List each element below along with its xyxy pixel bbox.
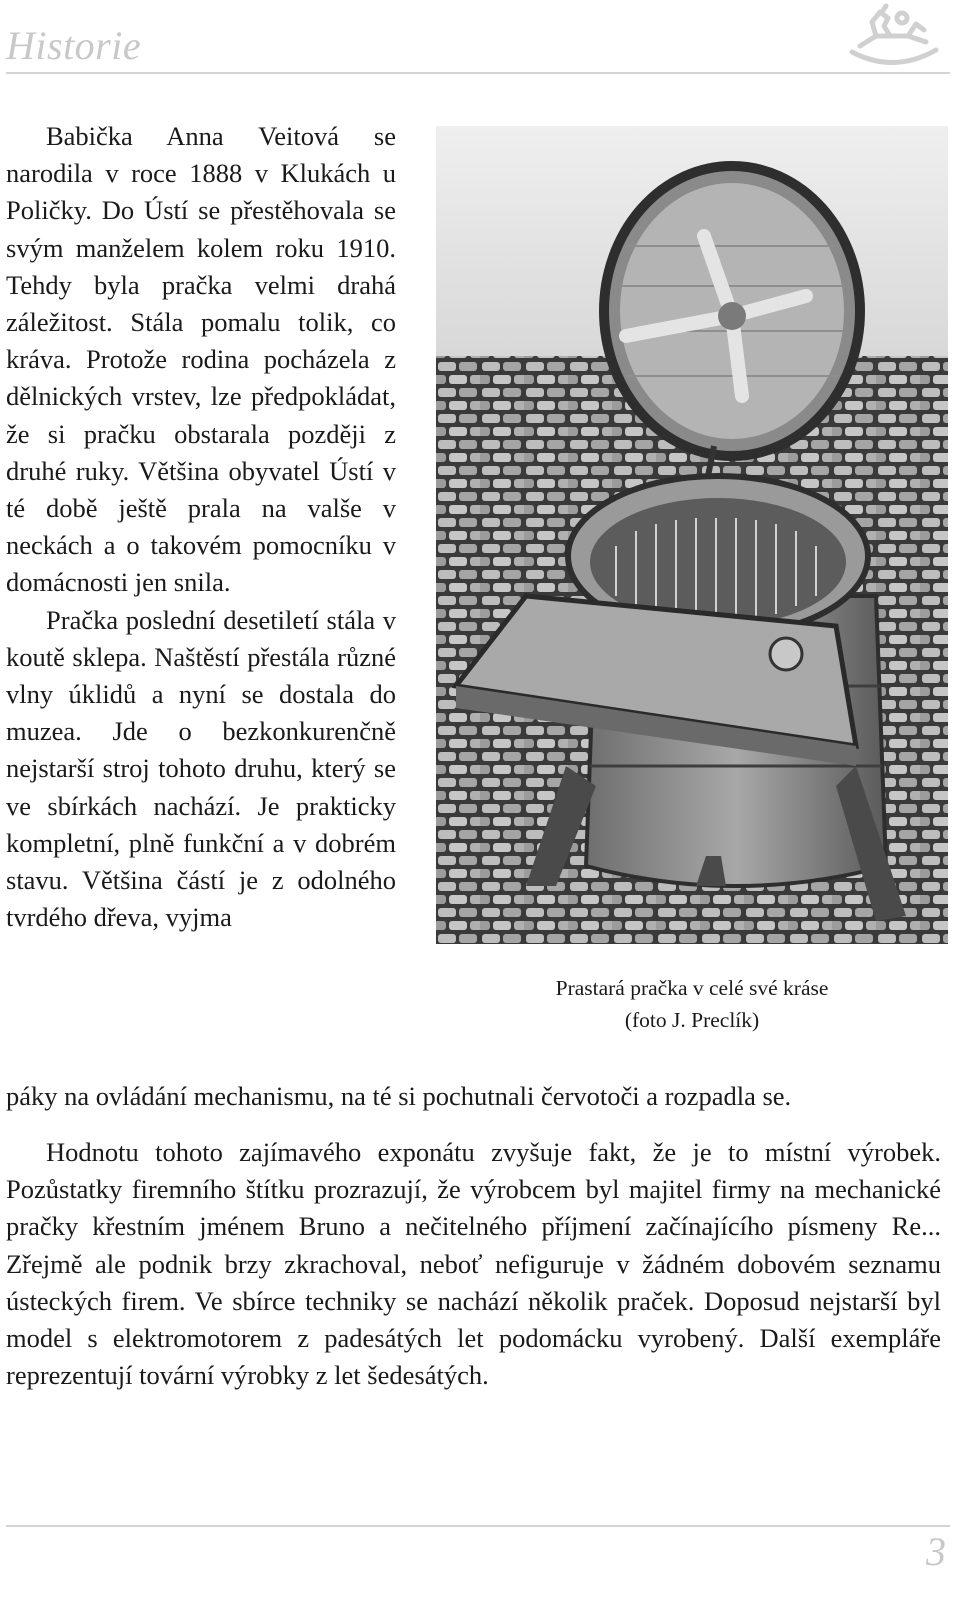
article-continuation-line: páky na ovládání mechanismu, na té si pochutnali červotoči a rozpadla se. bbox=[6, 1081, 792, 1111]
washing-machine-photo bbox=[436, 126, 948, 944]
header-rule bbox=[6, 72, 950, 74]
article-final-paragraph bbox=[6, 1134, 941, 1394]
paragraph-text: Pračka poslední desetiletí stála v koutě sklepa. Naštěstí přestála různé vlny úklidů a nyní se dostala do muzea. Jde o bezkonkurenčně nejstarší stroj tohoto druhu, který se ve sbírkách nachází. Je prakticky kompletní, plně funkční a v dobrém stavu. Většina částí je z odolného tvrdého dřeva, vyjma bbox=[6, 604, 396, 933]
caption-credit: (foto J. Preclík) bbox=[624, 1008, 760, 1032]
photo-caption bbox=[436, 972, 948, 1036]
article-left-column bbox=[6, 118, 396, 936]
paragraph-text: Babička Anna Veitová se narodila v roce 1888 v Klukách u Poličky. Do Ústí se přestěhovala se svým manželem kolem roku 1910. Tehdy byla pračka velmi drahá záležitost. Stála pomalu tolik, co kráva. Protože rodina pocházela z dělnických vrstev, lze předpokládat, že si pračku obstarala později z druhé ruky. Většina obyvatel Ústí v té době ještě prala na valše v neckách a o takovém pomocníku v domácnosti jen snila. bbox=[6, 121, 396, 598]
page-number: 3 bbox=[926, 1529, 946, 1574]
article-paragraph bbox=[6, 118, 396, 602]
article-paragraph bbox=[6, 602, 396, 937]
footer-rule bbox=[6, 1525, 950, 1527]
rocking-horse-logo-icon bbox=[846, 2, 942, 72]
caption-title: Prastará pračka v celé své kráse bbox=[555, 976, 829, 1000]
section-title: Historie bbox=[6, 23, 142, 68]
paragraph-text: Hodnotu tohoto zajímavého exponátu zvyšuje fakt, že je to místní výrobek. Pozůstatky firemního štítku prozrazují, že výrobcem byl majitel firmy na mechanické pračky křestním jménem Bruno a nečitelného příjmení začínajícího písmeny Re... Zřejmě ale podnik brzy zkrachoval, neboť nefiguruje v žádném dobovém seznamu ústeckých firem. Ve sbírce techniky se nachází několik praček. Doposud nejstarší byl model s elektromotorem z padesátých let podomácku vyrobený. Další exempláře reprezentují tovární výrobky z let šedesátých. bbox=[6, 1137, 941, 1391]
